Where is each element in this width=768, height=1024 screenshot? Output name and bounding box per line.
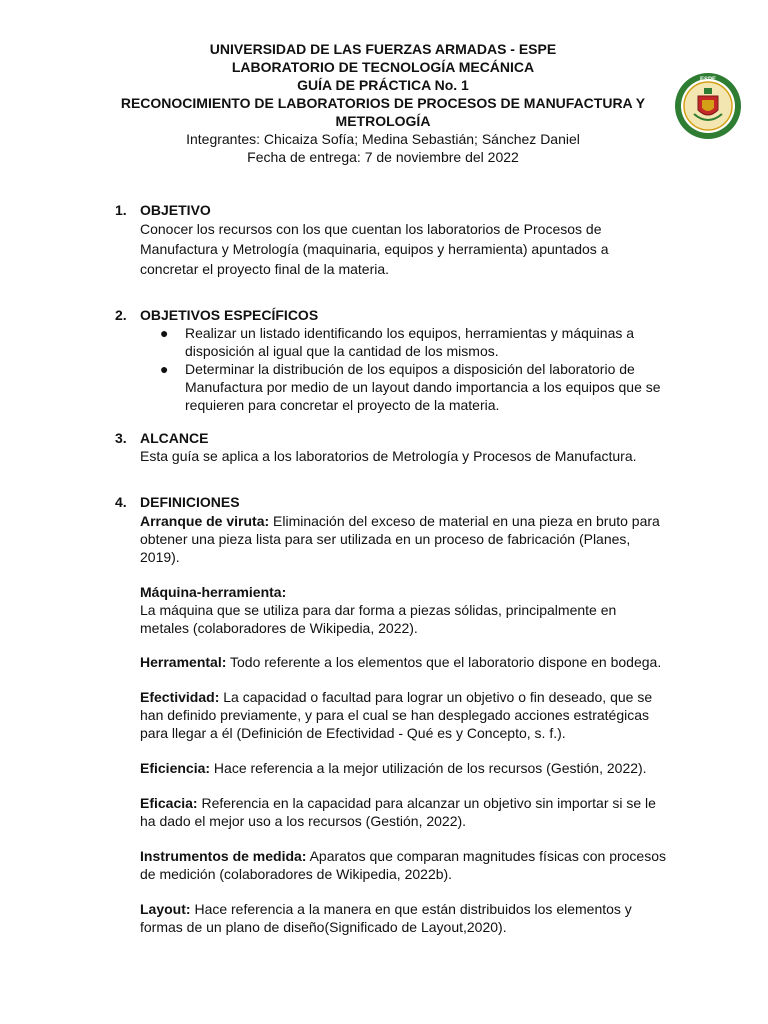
definition-text: han definido previamente, y para el cual se han desplegado acciones estratégicas — [140, 707, 649, 723]
university-name: UNIVERSIDAD DE LAS FUERZAS ARMADAS - ESPE — [209, 41, 557, 57]
definition-term: Máquina-herramienta: — [140, 584, 287, 600]
definition-term: Eficiencia: — [140, 760, 211, 776]
definition-text: ha dado el mejor uso a los recursos (Gestión, 2022). — [140, 813, 467, 829]
section-title: OBJETIVOS ESPECÍFICOS — [140, 307, 319, 323]
definition-text: Hace referencia a la mejor utilización de los recursos (Gestión, 2022). — [210, 760, 647, 776]
espe-logo — [674, 72, 742, 140]
definition-term: Eficacia: — [140, 795, 198, 811]
definition-layout — [140, 900, 675, 936]
definition-maquina-herramienta — [140, 583, 675, 637]
text-line: requieren para concretar el proyecto de la materia. — [185, 397, 500, 413]
lab-name: LABORATORIO DE TECNOLOGÍA MECÁNICA — [231, 59, 535, 75]
definition-text: metales (colaboradores de Wikipedia, 2022). — [140, 620, 418, 636]
definition-text: Aparatos que comparan magnitudes físicas con procesos — [306, 848, 667, 864]
definition-herramental — [140, 653, 675, 671]
text-line: concretar el proyecto final de la materia. — [140, 261, 390, 277]
bullet-icon: ● — [160, 325, 169, 341]
definition-text: Referencia en la capacidad para alcanzar un objetivo sin importar si se le — [197, 795, 656, 811]
members-line: Integrantes: Chicaiza Sofía; Medina Sebastián; Sánchez Daniel — [186, 131, 580, 147]
definition-text: Eliminación del exceso de material en una pieza en bruto para — [269, 513, 660, 529]
document-title-line2: METROLOGÍA — [335, 113, 431, 129]
section-number: 3. — [115, 430, 127, 446]
definition-term: Efectividad: — [140, 689, 220, 705]
definition-efectividad — [140, 688, 675, 742]
definition-text: para llegar a él (Definición de Efectividad - Qué es y Concepto, s. f.). — [140, 725, 566, 741]
guide-number: GUÍA DE PRÁCTICA No. 1 — [297, 77, 469, 93]
section-number: 4. — [115, 494, 127, 510]
section-alcance — [115, 429, 675, 465]
definition-instrumentos-de-medida — [140, 847, 675, 883]
definition-eficacia — [140, 794, 675, 830]
definition-term: Arranque de viruta: — [140, 513, 270, 529]
definition-text: obtener una pieza lista para ser utilizada en un proceso de fabricación (Planes, — [140, 531, 631, 547]
text-line: Manufactura por medio de un layout dando importancia a los equipos que se — [185, 379, 661, 395]
text-line: Determinar la distribución de los equipos a disposición del laboratorio de — [185, 361, 635, 377]
section-title: ALCANCE — [140, 430, 209, 446]
list-item — [160, 360, 675, 414]
delivery-date: Fecha de entrega: 7 de noviembre del 2022 — [247, 149, 519, 165]
section-body: Esta guía se aplica a los laboratorios de Metrología y Procesos de Manufactura. — [140, 448, 637, 464]
definition-text: Todo referente a los elementos que el laboratorio dispone en bodega. — [226, 654, 662, 670]
text-line: Conocer los recursos con los que cuentan los laboratorios de Procesos de — [140, 221, 602, 237]
definition-eficiencia — [140, 759, 675, 777]
section-title: OBJETIVO — [140, 202, 211, 218]
definition-text: de medición (colaboradores de Wikipedia, 2022b). — [140, 866, 453, 882]
bullet-list — [115, 324, 675, 414]
section-title: DEFINICIONES — [140, 494, 240, 510]
definition-text: La capacidad o facultad para lograr un objetivo o fin deseado, que se — [219, 689, 653, 705]
list-item — [160, 324, 675, 360]
section-objetivos-especificos — [115, 306, 675, 414]
bullet-icon: ● — [160, 361, 169, 377]
definition-text: 2019). — [140, 549, 180, 565]
section-number: 2. — [115, 307, 127, 323]
definition-text: La máquina que se utiliza para dar forma a piezas sólidas, principalmente en — [140, 602, 617, 618]
section-body — [140, 219, 675, 279]
definition-term: Layout: — [140, 901, 191, 917]
document-header — [100, 40, 666, 166]
section-objetivo — [115, 201, 675, 279]
definition-term: Instrumentos de medida: — [140, 848, 307, 864]
section-number: 1. — [115, 202, 127, 218]
section-definiciones — [115, 493, 675, 511]
text-line: disposición al igual que la cantidad de los mismos. — [185, 343, 499, 359]
definition-text: formas de un plano de diseño(Significado de Layout,2020). — [140, 919, 507, 935]
text-line: Realizar un listado identificando los equipos, herramientas y máquinas a — [185, 325, 635, 341]
document-title-line1: RECONOCIMIENTO DE LABORATORIOS DE PROCESOS DE MANUFACTURA Y — [120, 95, 646, 111]
logo-text: ESPE — [699, 77, 717, 83]
text-line: Manufactura y Metrología (maquinaria, equipos y herramienta) apuntados a — [140, 241, 609, 257]
definition-term: Herramental: — [140, 654, 227, 670]
definition-text: Hace referencia a la manera en que están distribuidos los elementos y — [190, 901, 632, 917]
definition-arranque-de-viruta — [140, 512, 675, 566]
